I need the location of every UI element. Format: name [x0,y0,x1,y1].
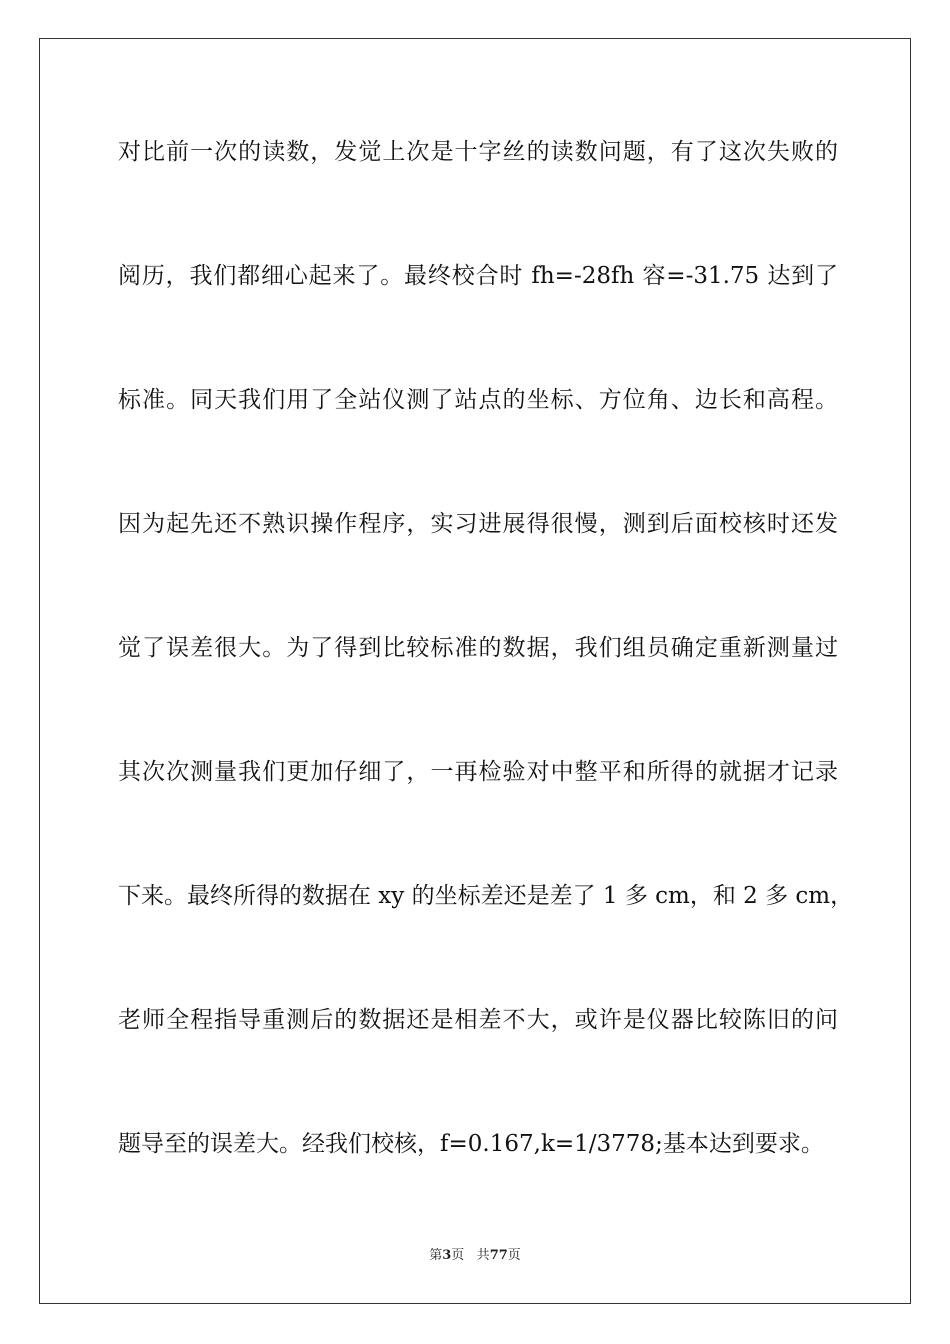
total-label-prefix: 共 [476,1248,490,1263]
total-label-suffix: 页 [507,1248,521,1263]
page-label-suffix: 页 [451,1248,465,1263]
page-frame [39,38,911,1304]
total-pages: 77 [489,1248,508,1263]
text-line: 觉了误差很大。为了得到比较标准的数据，我们组员确定重新测量过 [118,635,838,661]
text-line: 题导至的误差大。经我们校核，f=0.167,k=1/3778;基本达到要求。 [118,1131,824,1157]
text-line: 老师全程指导重测后的数据还是相差不大，或许是仪器比较陈旧的问 [118,1007,838,1033]
page-number: 3 [442,1248,452,1263]
text-line: 下来。最终所得的数据在 xy 的坐标差还是差了 1 多 cm，和 2 多 cm， [118,883,854,909]
text-line: 其次次测量我们更加仔细了，一再检验对中整平和所得的就据才记录 [118,759,838,785]
text-line: 标准。同天我们用了全站仪测了站点的坐标、方位角、边长和高程。 [118,387,838,413]
text-line: 对比前一次的读数，发觉上次是十字丝的读数问题，有了这次失败的 [118,139,838,165]
text-line: 因为起先还不熟识操作程序，实习进展得很慢，测到后面校核时还发 [118,511,838,537]
page-footer [0,1248,950,1264]
text-line: 阅历，我们都细心起来了。最终校合时 fh=-28fh 容=-31.75 达到了 [118,263,838,289]
page-label-prefix: 第 [429,1248,443,1263]
